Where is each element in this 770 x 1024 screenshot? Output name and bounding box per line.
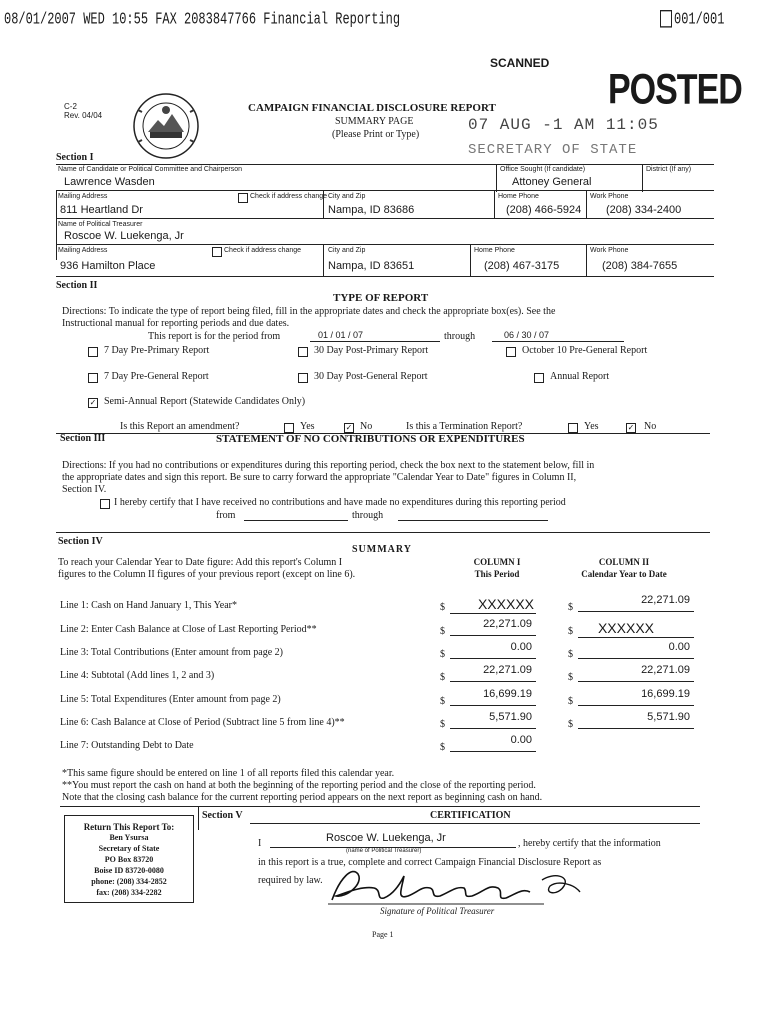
- treasurer-name-field[interactable]: Roscoe W. Luekenga, Jr: [64, 230, 184, 242]
- address-change-checkbox[interactable]: [238, 193, 248, 203]
- column-2-title: COLUMN II: [598, 557, 650, 567]
- pre-general-checkbox[interactable]: [88, 373, 98, 383]
- city-zip-label: City and Zip: [328, 193, 366, 200]
- annual-report-label: Annual Report: [550, 371, 610, 382]
- section-3-directions-1: Directions: If you had no contributions or expenditures during this reporting period, check the box next to the statement below, fill in: [62, 460, 595, 471]
- column-2-subtitle: Calendar Year to Date: [581, 569, 667, 579]
- line-1-col1[interactable]: XXXXXX: [477, 596, 534, 612]
- termination-no-label: No: [644, 421, 657, 432]
- line-7-col1[interactable]: 0.00: [510, 734, 532, 746]
- termination-no-checkbox[interactable]: ✓: [627, 423, 635, 432]
- home-phone-label: Home Phone: [498, 193, 539, 200]
- period-text: This report is for the period from: [148, 331, 281, 342]
- column-1-subtitle: This Period: [474, 569, 520, 579]
- line-2-col1[interactable]: 22,271.09: [483, 618, 532, 630]
- district-label: District (If any): [646, 166, 692, 173]
- home-phone-field[interactable]: (208) 466-5924: [506, 204, 582, 216]
- secretary-stamp: SECRETARY OF STATE: [468, 142, 638, 158]
- treasurer-city-label: City and Zip: [328, 247, 366, 254]
- treasurer-home-phone-label: Home Phone: [474, 247, 515, 254]
- treasurer-work-phone-label: Work Phone: [590, 247, 629, 254]
- cert-text-3: required by law.: [258, 875, 323, 886]
- summary-heading: SUMMARY: [352, 544, 412, 555]
- post-primary-label: 30 Day Post-Primary Report: [314, 345, 429, 356]
- pre-general-oct-checkbox[interactable]: [506, 347, 516, 357]
- post-general-checkbox[interactable]: [298, 373, 308, 383]
- fax-page-count: 001/001: [660, 10, 724, 29]
- fax-header-left: 08/01/2007 WED 10:55 FAX 2083847766 Financial Reporting: [4, 10, 401, 29]
- cert-text-2: in this report is a true, complete and correct Campaign Financial Disclosure Report as: [258, 857, 602, 868]
- termination-yes-label: Yes: [584, 421, 599, 432]
- address-change-label: Check if address change: [250, 193, 328, 200]
- no-activity-through-field[interactable]: [398, 520, 548, 521]
- section-1-label: Section I: [56, 152, 94, 163]
- fax-icon: [660, 10, 672, 28]
- line-3-col2[interactable]: 0.00: [668, 641, 690, 653]
- amendment-no-checkbox[interactable]: ✓: [345, 423, 353, 432]
- amendment-question: Is this Report an amendment?: [120, 421, 240, 432]
- no-contributions-heading: STATEMENT OF NO CONTRIBUTIONS OR EXPENDITURES: [216, 433, 525, 445]
- amendment-yes-checkbox[interactable]: [284, 423, 294, 433]
- period-through-label: through: [444, 331, 476, 342]
- summary-intro-1: To reach your Calendar Year to Date figure: Add this report's Column I: [58, 557, 343, 568]
- pre-general-label: 7 Day Pre-General Report: [104, 371, 209, 382]
- termination-question: Is this a Termination Report?: [406, 421, 523, 432]
- treasurer-work-phone-field[interactable]: (208) 384-7655: [602, 260, 678, 272]
- print-note: (Please Print or Type): [332, 129, 420, 140]
- post-primary-checkbox[interactable]: [298, 347, 308, 357]
- post-general-label: 30 Day Post-General Report: [314, 371, 428, 382]
- line-6-col1[interactable]: 5,571.90: [489, 711, 532, 723]
- cert-treasurer-name[interactable]: Roscoe W. Luekenga, Jr: [326, 832, 446, 844]
- form-title: CAMPAIGN FINANCIAL DISCLOSURE REPORT: [248, 102, 496, 114]
- summary-intro-2: figures to the Column II figures of your previous report (except on line 6).: [58, 569, 356, 580]
- page-number: Page 1: [372, 930, 394, 939]
- treasurer-name-label: Name of Political Treasurer: [58, 221, 143, 228]
- signature-caption: Signature of Political Treasurer: [380, 906, 495, 916]
- amendment-no-label: No: [360, 421, 373, 432]
- section-4-label: Section IV: [58, 536, 103, 547]
- period-from-date[interactable]: 01 / 01 / 07: [318, 330, 364, 340]
- mailing-address-label: Mailing Address: [58, 193, 108, 200]
- office-sought-field[interactable]: Attoney General: [512, 176, 592, 188]
- period-to-date[interactable]: 06 / 30 / 07: [504, 330, 550, 340]
- candidate-name-label: Name of Candidate or Political Committee and Chairperson: [58, 166, 243, 173]
- pre-primary-label: 7 Day Pre-Primary Report: [104, 345, 210, 356]
- no-activity-from-label: from: [216, 510, 236, 521]
- no-activity-certify: I hereby certify that I have received no contributions and have made no expenditures during this reporting period: [114, 497, 566, 508]
- treasurer-home-phone-field[interactable]: (208) 467-3175: [484, 260, 560, 272]
- termination-yes-checkbox[interactable]: [568, 423, 578, 433]
- work-phone-label: Work Phone: [590, 193, 629, 200]
- pre-general-oct-label: October 10 Pre-General Report: [522, 345, 648, 356]
- candidate-name-field[interactable]: Lawrence Wasden: [64, 176, 155, 188]
- section-3-label: Section III: [60, 433, 106, 444]
- no-activity-checkbox[interactable]: [100, 499, 110, 509]
- footnote-1: *This same figure should be entered on line 1 of all reports filed this calendar year.: [62, 768, 395, 779]
- line-4-col2[interactable]: 22,271.09: [641, 664, 690, 676]
- treasurer-address-change-label: Check if address change: [224, 247, 302, 254]
- line-4-col1[interactable]: 22,271.09: [483, 664, 532, 676]
- pre-primary-checkbox[interactable]: [88, 347, 98, 357]
- section-3-directions-2: the appropriate dates and sign this report. Be sure to carry forward the appropriate "Calendar Year to Date" figures in Column II,: [62, 472, 577, 483]
- treasurer-mailing-field[interactable]: 936 Hamilton Place: [60, 260, 156, 272]
- line-6-col2[interactable]: 5,571.90: [647, 711, 690, 723]
- line-5-col2[interactable]: 16,699.19: [641, 688, 690, 700]
- office-sought-label: Office Sought (If candidate): [500, 166, 586, 173]
- city-zip-field[interactable]: Nampa, ID 83686: [328, 204, 415, 216]
- work-phone-field[interactable]: (208) 334-2400: [606, 204, 682, 216]
- no-activity-through-label: through: [352, 510, 384, 521]
- date-received-stamp: 07 AUG -1 AM 11:05: [468, 116, 659, 134]
- type-of-report-heading: TYPE OF REPORT: [333, 292, 429, 304]
- column-1-title: COLUMN I: [473, 557, 521, 567]
- line-5-col1[interactable]: 16,699.19: [483, 688, 532, 700]
- line-2-col2[interactable]: XXXXXX: [597, 620, 654, 636]
- footnote-2: **You must report the cash on hand at both the beginning of the reporting period and the close of the reporting period.: [62, 780, 536, 791]
- section-3-directions-3: Section IV.: [62, 484, 107, 495]
- form-subtitle: SUMMARY PAGE: [335, 116, 414, 127]
- section-2-label: Section II: [56, 280, 98, 291]
- annual-report-checkbox[interactable]: [534, 373, 544, 383]
- mailing-address-field[interactable]: 811 Heartland Dr: [60, 204, 143, 216]
- footnote-3: Note that the closing cash balance for the current reporting period appears on the next report as beginning cash on hand.: [62, 792, 543, 803]
- line-3-col1[interactable]: 0.00: [510, 641, 532, 653]
- line-1-col2[interactable]: 22,271.09: [641, 594, 690, 606]
- section-2-directions-2: Instructional manual for reporting periods and due dates.: [62, 318, 290, 329]
- cert-text-1: , hereby certify that the information: [518, 838, 661, 849]
- treasurer-address-change-checkbox[interactable]: [212, 247, 222, 257]
- state-seal-icon: [132, 92, 200, 160]
- semi-annual-label: Semi-Annual Report (Statewide Candidates Only): [104, 396, 306, 407]
- treasurer-mailing-label: Mailing Address: [58, 247, 108, 254]
- posted-stamp: POSTED: [608, 66, 742, 114]
- form-id: C-2 Rev. 04/04: [64, 102, 103, 120]
- return-address-box: Return This Report To: Ben Ysursa Secretary of State PO Box 83720 Boise ID 83720-0080 phone: (208) 334-2852 fax: (208) 334-2282: [64, 815, 194, 903]
- amendment-yes-label: Yes: [300, 421, 315, 432]
- section-5-label: Section V: [202, 810, 243, 821]
- certification-heading: CERTIFICATION: [430, 810, 511, 821]
- scanned-stamp: SCANNED: [490, 56, 550, 70]
- cert-i-label: I: [258, 838, 262, 849]
- semi-annual-checkbox[interactable]: ✓: [89, 398, 97, 407]
- treasurer-city-field[interactable]: Nampa, ID 83651: [328, 260, 415, 272]
- no-activity-from-field[interactable]: [244, 520, 348, 521]
- section-2-directions-1: Directions: To indicate the type of report being filed, fill in the appropriate dates and check the appropriate box(es). See the: [62, 306, 556, 317]
- cert-name-caption: (name of Political Treasurer): [346, 848, 422, 854]
